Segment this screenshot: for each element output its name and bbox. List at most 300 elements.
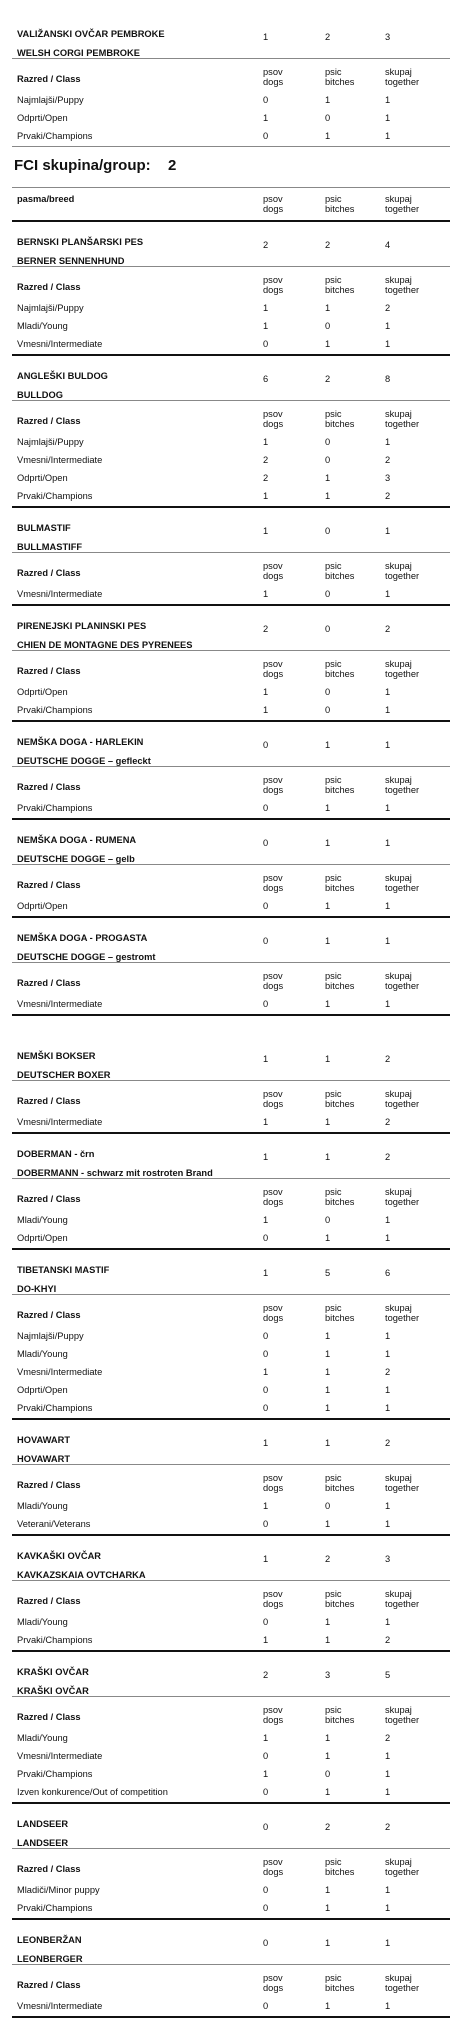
- breed-total-bitches: 5: [325, 1268, 331, 1278]
- breed-name-sl: LANDSEER: [17, 1819, 69, 1829]
- class-row: [0, 470, 450, 488]
- column-header-sl: skupaj: [385, 1187, 412, 1197]
- breed-name-row: [0, 222, 450, 266]
- class-together: 1: [385, 901, 391, 911]
- class-row: [0, 1382, 450, 1400]
- class-together: 2: [385, 491, 391, 501]
- class-bitches: 0: [325, 687, 331, 697]
- class-name: Najmlajši/Puppy: [17, 303, 84, 313]
- class-bitches: 1: [325, 491, 331, 501]
- column-header-sl: skupaj: [385, 1589, 412, 1599]
- column-header-dogs: [263, 873, 283, 893]
- class-name: Prvaki/Champions: [17, 1769, 93, 1779]
- class-header-row: [0, 401, 450, 434]
- class-header-row: [0, 1179, 450, 1212]
- class-name: Odprti/Open: [17, 473, 68, 483]
- column-header-bitches: [325, 1089, 354, 1109]
- class-row: [0, 1230, 450, 1248]
- breed-total-together: 1: [385, 1938, 391, 1948]
- class-header-label: Razred / Class: [17, 880, 81, 890]
- breed-total-together: 3: [385, 32, 391, 42]
- column-header-together: [385, 194, 419, 214]
- column-header-dogs: [263, 1089, 283, 1109]
- column-header-sl: psov: [263, 659, 283, 669]
- class-row: [0, 300, 450, 318]
- class-header-label: Razred / Class: [17, 978, 81, 988]
- class-row: [0, 1748, 450, 1766]
- breed-total-together: 4: [385, 240, 391, 250]
- column-header-together: [385, 1857, 419, 1877]
- class-bitches: 1: [325, 1349, 331, 1359]
- group-number: 2: [168, 157, 177, 174]
- class-bitches: 0: [325, 1215, 331, 1225]
- column-header-en: together: [385, 1099, 420, 1109]
- breed-name-row: [0, 1134, 450, 1178]
- column-header-dogs: [263, 775, 283, 795]
- column-header-sl: psov: [263, 1705, 283, 1715]
- class-name: Prvaki/Champions: [17, 491, 93, 501]
- class-name: Vmesni/Intermediate: [17, 589, 103, 599]
- breed-name-sl: KRAŠKI OVČAR: [17, 1667, 89, 1677]
- column-header-together: [385, 1973, 419, 1993]
- column-header-en: dogs: [263, 1867, 284, 1877]
- column-header-together: [385, 409, 419, 429]
- column-header-together: [385, 873, 419, 893]
- column-header-sl: skupaj: [385, 1973, 412, 1983]
- column-header-sl: psov: [263, 409, 283, 419]
- column-header-sl: psov: [263, 971, 283, 981]
- class-dogs: 1: [263, 321, 269, 331]
- class-name: Prvaki/Champions: [17, 1403, 93, 1413]
- breed-name-en: DEUTSCHE DOGGE – gefleckt: [17, 756, 151, 766]
- class-row: [0, 800, 450, 818]
- class-header-label: Razred / Class: [17, 1096, 81, 1106]
- column-header-en: together: [385, 981, 420, 991]
- breed-name-sl: NEMŠKI BOKSER: [17, 1051, 96, 1061]
- class-row: [0, 1328, 450, 1346]
- breed-name-en: BERNER SENNENHUND: [17, 256, 125, 266]
- class-together: 1: [385, 999, 391, 1009]
- class-name: Vmesni/Intermediate: [17, 1117, 103, 1127]
- column-header-together: [385, 1705, 419, 1725]
- column-header-en: together: [385, 1983, 420, 1993]
- class-together: 1: [385, 1215, 391, 1225]
- column-header-en: dogs: [263, 419, 284, 429]
- class-dogs: 1: [263, 1215, 269, 1225]
- column-header-bitches: [325, 659, 354, 679]
- class-bitches: 1: [325, 1885, 331, 1895]
- breed-total-dogs: 0: [263, 838, 269, 848]
- column-header-en: dogs: [263, 883, 284, 893]
- class-name: Mladi/Young: [17, 321, 68, 331]
- class-together: 1: [385, 321, 391, 331]
- breed-total-bitches: 0: [325, 526, 331, 536]
- class-dogs: 1: [263, 491, 269, 501]
- class-header-label: Razred / Class: [17, 282, 81, 292]
- column-header-together: [385, 275, 419, 295]
- class-dogs: 0: [263, 1385, 269, 1395]
- column-header-bitches: [325, 873, 354, 893]
- class-row: [0, 1998, 450, 2016]
- column-header-en: dogs: [263, 1099, 284, 1109]
- class-together: 1: [385, 705, 391, 715]
- class-together: 1: [385, 95, 391, 105]
- class-dogs: 0: [263, 131, 269, 141]
- column-header-en: together: [385, 204, 420, 214]
- column-header-sl: skupaj: [385, 275, 412, 285]
- class-bitches: 0: [325, 589, 331, 599]
- class-row: [0, 1632, 450, 1650]
- breed-total-together: 2: [385, 1438, 391, 1448]
- class-header-label: Razred / Class: [17, 1310, 81, 1320]
- column-header-bitches: [325, 1973, 354, 1993]
- column-header-en: together: [385, 571, 420, 581]
- column-header-together: [385, 971, 419, 991]
- column-header-sl: psov: [263, 873, 283, 883]
- breed-names: [17, 929, 257, 967]
- spacer: [0, 1016, 450, 1036]
- class-row: [0, 92, 450, 110]
- breed-total-together: 2: [385, 624, 391, 634]
- breed-name-row: [0, 508, 450, 552]
- class-row: [0, 684, 450, 702]
- column-header-sl: psov: [263, 1973, 283, 1983]
- class-bitches: 0: [325, 1769, 331, 1779]
- class-header-row: [0, 651, 450, 684]
- breed-total-bitches: 0: [325, 624, 331, 634]
- class-row: [0, 898, 450, 916]
- class-row: [0, 1882, 450, 1900]
- class-name: Prvaki/Champions: [17, 803, 93, 813]
- class-bitches: 1: [325, 1403, 331, 1413]
- class-header-row: [0, 865, 450, 898]
- class-bitches: 1: [325, 1117, 331, 1127]
- breed-name-sl: PIRENEJSKI PLANINSKI PES: [17, 621, 147, 631]
- breed-total-bitches: 3: [325, 1670, 331, 1680]
- class-dogs: 0: [263, 1787, 269, 1797]
- column-header-sl: skupaj: [385, 659, 412, 669]
- breed-total-dogs: 1: [263, 1268, 269, 1278]
- column-header-en: dogs: [263, 1483, 284, 1493]
- breed-name-row: [0, 356, 450, 400]
- class-row: [0, 996, 450, 1014]
- class-name: Vmesni/Intermediate: [17, 2001, 103, 2011]
- breed-name-sl: LEONBERŽAN: [17, 1935, 82, 1945]
- class-dogs: 0: [263, 339, 269, 349]
- class-name: Mladi/Young: [17, 1349, 68, 1359]
- class-row: [0, 1400, 450, 1418]
- class-bitches: 1: [325, 901, 331, 911]
- column-header-sl: psov: [263, 194, 283, 204]
- column-header-en: together: [385, 1313, 420, 1323]
- breed-section: [0, 508, 450, 604]
- class-header-label: Razred / Class: [17, 1712, 81, 1722]
- breed-name-en: LEONBERGER: [17, 1954, 83, 1964]
- column-header-sl: psov: [263, 67, 283, 77]
- column-header-sl: psic: [325, 1089, 342, 1099]
- column-header-sl: psov: [263, 275, 283, 285]
- class-name: Mladi/Young: [17, 1501, 68, 1511]
- class-dogs: 1: [263, 1769, 269, 1779]
- column-header-bitches: [325, 775, 354, 795]
- column-header-sl: psov: [263, 1473, 283, 1483]
- class-name: Vmesni/Intermediate: [17, 1367, 103, 1377]
- breed-names: [17, 1931, 257, 1969]
- class-dogs: 0: [263, 999, 269, 1009]
- class-dogs: 2: [263, 455, 269, 465]
- breed-name-sl: NEMŠKA DOGA - PROGASTA: [17, 933, 148, 943]
- breed-section: [0, 1134, 450, 1248]
- breed-name-row: [0, 1536, 450, 1580]
- class-row: [0, 1614, 450, 1632]
- column-header-dogs: [263, 659, 283, 679]
- breed-section: [0, 14, 450, 146]
- column-header-dogs: [263, 1473, 283, 1493]
- column-header-sl: psov: [263, 1303, 283, 1313]
- class-name: Najmlajši/Puppy: [17, 95, 84, 105]
- column-header-en: dogs: [263, 981, 284, 991]
- breed-total-together: 3: [385, 1554, 391, 1564]
- column-header-en: dogs: [263, 571, 284, 581]
- column-header-sl: psov: [263, 561, 283, 571]
- class-name: Odprti/Open: [17, 687, 68, 697]
- breed-total-dogs: 0: [263, 936, 269, 946]
- column-header-sl: psov: [263, 775, 283, 785]
- class-together: 2: [385, 455, 391, 465]
- class-together: 1: [385, 1885, 391, 1895]
- class-bitches: 0: [325, 455, 331, 465]
- column-header-dogs: [263, 275, 283, 295]
- breed-total-together: 1: [385, 936, 391, 946]
- column-header-together: [385, 1089, 419, 1109]
- column-header-en: dogs: [263, 785, 284, 795]
- class-header-row: [0, 1081, 450, 1114]
- column-header-bitches: [325, 275, 354, 295]
- breed-name-en: KRAŠKI OVČAR: [17, 1686, 89, 1696]
- breed-name-en: DO-KHYI: [17, 1284, 57, 1294]
- breed-names: [17, 831, 257, 869]
- breed-name-sl: ANGLEŠKI BULDOG: [17, 371, 108, 381]
- column-header-en: bitches: [325, 981, 355, 991]
- class-together: 1: [385, 589, 391, 599]
- column-header-together: [385, 561, 419, 581]
- class-row: [0, 336, 450, 354]
- breed-total-dogs: 2: [263, 1670, 269, 1680]
- column-header-sl: psic: [325, 275, 342, 285]
- breed-section: [0, 1250, 450, 1418]
- class-row: [0, 1114, 450, 1132]
- column-header-en: bitches: [325, 785, 355, 795]
- breed-name-sl: TIBETANSKI MASTIF: [17, 1265, 110, 1275]
- breed-total-bitches: 1: [325, 936, 331, 946]
- class-together: 1: [385, 2001, 391, 2011]
- column-header-sl: psov: [263, 1089, 283, 1099]
- class-header-label: Razred / Class: [17, 1864, 81, 1874]
- column-header-sl: psic: [325, 409, 342, 419]
- column-header-en: dogs: [263, 1599, 284, 1609]
- column-header-dogs: [263, 67, 283, 87]
- group-header-row: [0, 188, 450, 220]
- column-header-en: bitches: [325, 1197, 355, 1207]
- class-bitches: 1: [325, 1233, 331, 1243]
- breed-total-dogs: 1: [263, 32, 269, 42]
- breed-name-sl: BERNSKI PLANŠARSKI PES: [17, 237, 144, 247]
- class-dogs: 0: [263, 1403, 269, 1413]
- class-name: Izven konkurence/Out of competition: [17, 1787, 168, 1797]
- column-header-sl: psic: [325, 1973, 342, 1983]
- breed-section: [0, 918, 450, 1014]
- class-dogs: 1: [263, 1635, 269, 1645]
- class-row: [0, 1212, 450, 1230]
- column-header-en: dogs: [263, 1983, 284, 1993]
- column-header-en: dogs: [263, 1715, 284, 1725]
- column-header-sl: skupaj: [385, 1303, 412, 1313]
- class-name: Vmesni/Intermediate: [17, 339, 103, 349]
- breed-section: [0, 820, 450, 916]
- class-bitches: 1: [325, 1331, 331, 1341]
- column-header-dogs: [263, 194, 283, 214]
- column-header-en: bitches: [325, 77, 355, 87]
- column-header-en: together: [385, 419, 420, 429]
- class-header-row: [0, 1295, 450, 1328]
- class-header-label: Razred / Class: [17, 782, 81, 792]
- column-header-sl: psic: [325, 971, 342, 981]
- class-dogs: 0: [263, 1519, 269, 1529]
- column-header-en: together: [385, 669, 420, 679]
- breed-total-dogs: 2: [263, 624, 269, 634]
- breed-total-bitches: 2: [325, 240, 331, 250]
- breed-section: [0, 1036, 450, 1132]
- class-bitches: 1: [325, 999, 331, 1009]
- column-header-sl: skupaj: [385, 1089, 412, 1099]
- column-header-sl: skupaj: [385, 971, 412, 981]
- class-dogs: 0: [263, 1617, 269, 1627]
- breed-total-bitches: 1: [325, 1054, 331, 1064]
- breed-names: [17, 1815, 257, 1853]
- breed-section: [0, 1652, 450, 1802]
- class-together: 1: [385, 1331, 391, 1341]
- column-header-sl: psic: [325, 1589, 342, 1599]
- breed-name-en: DEUTSCHE DOGGE – gestromt: [17, 952, 156, 962]
- class-bitches: 1: [325, 303, 331, 313]
- column-header-en: dogs: [263, 285, 284, 295]
- class-bitches: 1: [325, 95, 331, 105]
- column-header-en: together: [385, 285, 420, 295]
- class-header-row: [0, 1697, 450, 1730]
- class-name: Mladi/Young: [17, 1617, 68, 1627]
- column-header-en: bitches: [325, 419, 355, 429]
- column-header-dogs: [263, 971, 283, 991]
- column-header-en: bitches: [325, 1599, 355, 1609]
- class-dogs: 1: [263, 1117, 269, 1127]
- breed-total-bitches: 1: [325, 1438, 331, 1448]
- class-together: 2: [385, 303, 391, 313]
- class-bitches: 1: [325, 339, 331, 349]
- class-header-row: [0, 767, 450, 800]
- class-row: [0, 586, 450, 604]
- breed-total-dogs: 1: [263, 1152, 269, 1162]
- class-dogs: 0: [263, 1903, 269, 1913]
- breed-names: [17, 1145, 257, 1183]
- column-header-sl: skupaj: [385, 67, 412, 77]
- column-header-en: together: [385, 1715, 420, 1725]
- column-header-en: bitches: [325, 1099, 355, 1109]
- class-row: [0, 488, 450, 506]
- breed-names: [17, 25, 257, 63]
- class-bitches: 1: [325, 473, 331, 483]
- column-header-sl: psic: [325, 659, 342, 669]
- class-name: Vmesni/Intermediate: [17, 999, 103, 1009]
- class-name: Vmesni/Intermediate: [17, 455, 103, 465]
- breed-name-sl: NEMŠKA DOGA - RUMENA: [17, 835, 137, 845]
- column-header-bitches: [325, 194, 354, 214]
- class-name: Mladiči/Minor puppy: [17, 1885, 100, 1895]
- class-header-label: Razred / Class: [17, 74, 81, 84]
- class-dogs: 0: [263, 95, 269, 105]
- breed-total-dogs: 6: [263, 374, 269, 384]
- class-together: 1: [385, 803, 391, 813]
- breed-total-dogs: 1: [263, 1554, 269, 1564]
- breed-name-row: [0, 606, 450, 650]
- class-together: 2: [385, 1367, 391, 1377]
- column-header-en: bitches: [325, 1983, 355, 1993]
- class-bitches: 1: [325, 1635, 331, 1645]
- class-dogs: 0: [263, 1751, 269, 1761]
- column-header-dogs: [263, 1303, 283, 1323]
- class-bitches: 1: [325, 1519, 331, 1529]
- breed-section: [0, 606, 450, 720]
- breed-name-en: DEUTSCHE DOGGE – gelb: [17, 854, 135, 864]
- class-name: Prvaki/Champions: [17, 1635, 93, 1645]
- column-header-sl: skupaj: [385, 1857, 412, 1867]
- class-name: Prvaki/Champions: [17, 705, 93, 715]
- column-header-sl: skupaj: [385, 873, 412, 883]
- breed-name-sl: BULMASTIF: [17, 523, 71, 533]
- breed-name-row: [0, 1036, 450, 1080]
- class-row: [0, 110, 450, 128]
- class-dogs: 0: [263, 1331, 269, 1341]
- breed-total-bitches: 1: [325, 1938, 331, 1948]
- column-header-together: [385, 775, 419, 795]
- class-row: [0, 452, 450, 470]
- column-header-en: together: [385, 883, 420, 893]
- class-row: [0, 318, 450, 336]
- breed-section: [0, 1804, 450, 1918]
- breed-total-bitches: 1: [325, 838, 331, 848]
- column-header-sl: psov: [263, 1857, 283, 1867]
- breed-section: [0, 1920, 450, 2016]
- class-bitches: 1: [325, 803, 331, 813]
- column-header-sl: psic: [325, 194, 342, 204]
- class-header-label: Razred / Class: [17, 1480, 81, 1490]
- class-row: [0, 1784, 450, 1802]
- class-header-row: [0, 1849, 450, 1882]
- column-header-en: dogs: [263, 1313, 284, 1323]
- column-header-bitches: [325, 971, 354, 991]
- breed-name-sl: HOVAWART: [17, 1435, 71, 1445]
- class-together: 1: [385, 1787, 391, 1797]
- class-together: 2: [385, 1117, 391, 1127]
- column-header-en: together: [385, 785, 420, 795]
- class-header-label: Razred / Class: [17, 666, 81, 676]
- breed-name-row: [0, 1420, 450, 1464]
- column-header-sl: psic: [325, 561, 342, 571]
- column-header-en: bitches: [325, 1483, 355, 1493]
- class-row: [0, 1346, 450, 1364]
- column-header-together: [385, 1187, 419, 1207]
- breed-column-header: pasma/breed: [17, 194, 75, 204]
- class-dogs: 1: [263, 1367, 269, 1377]
